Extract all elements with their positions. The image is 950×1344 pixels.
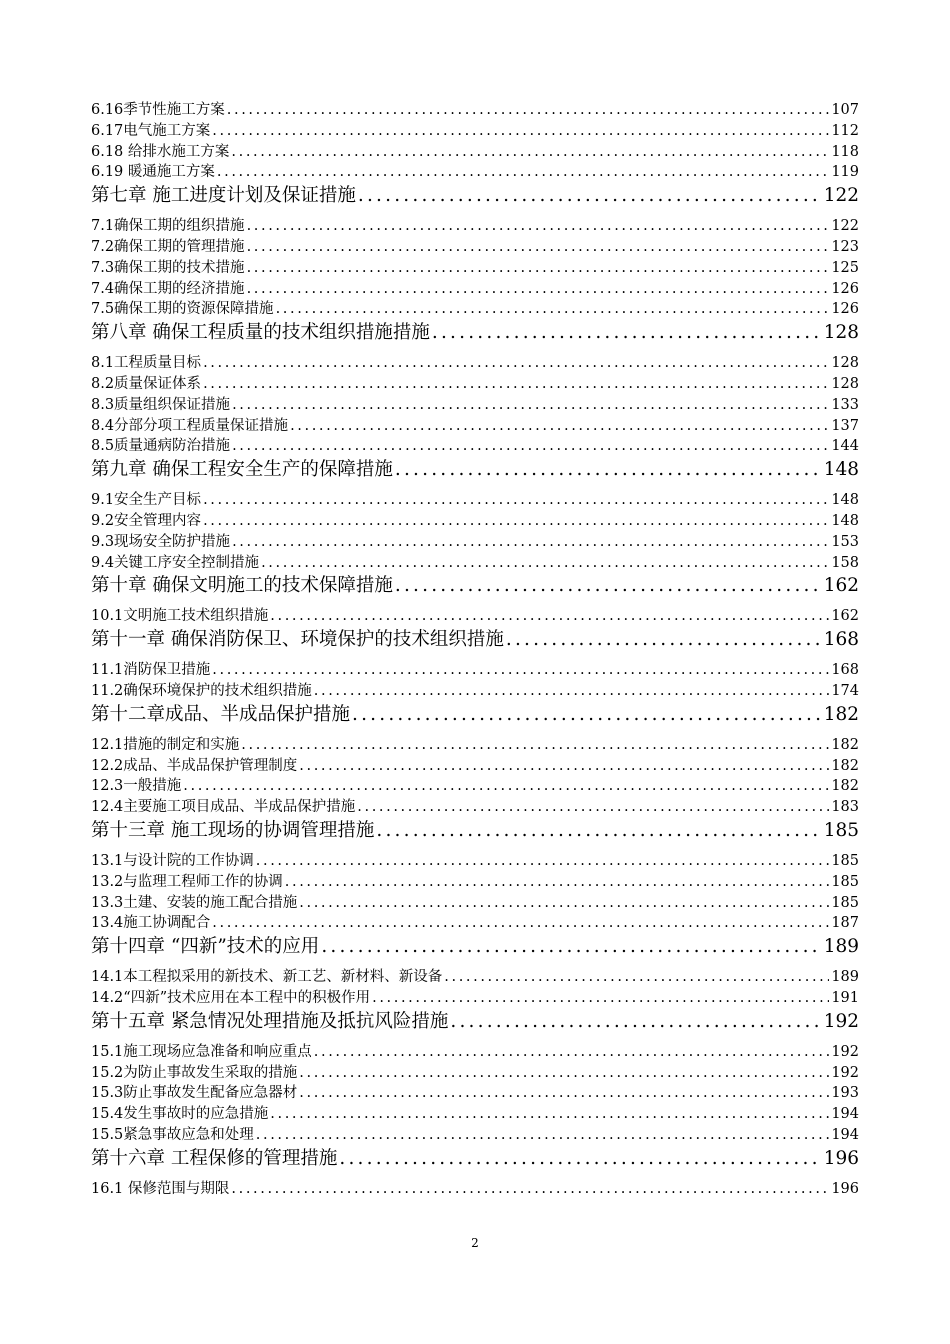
- toc-dot-leader: [339, 1146, 821, 1172]
- toc-entry-label: 14.2“四新”技术应用在本工程中的积极作用: [91, 989, 371, 1006]
- toc-dot-leader: [352, 702, 822, 728]
- toc-entry-page: 193: [831, 1085, 859, 1102]
- toc-chapter-entry[interactable]: [91, 627, 859, 653]
- toc-dot-leader: [212, 121, 829, 142]
- toc-entry-label: 第十五章 紧急情况处理措施及抵抗风险措施: [91, 1010, 449, 1032]
- toc-entry-label: 15.3防止事故发生配备应急器材: [91, 1085, 298, 1102]
- toc-entry-page: 174: [831, 682, 859, 699]
- toc-section-entry[interactable]: [91, 913, 859, 934]
- toc-section-entry[interactable]: [91, 299, 859, 320]
- toc-section-entry[interactable]: [91, 532, 859, 553]
- toc-chapter-entry[interactable]: [91, 1009, 859, 1035]
- toc-entry-page: 192: [823, 1010, 859, 1032]
- toc-entry-label: 12.2成品、半成品保护管理制度: [91, 757, 298, 774]
- toc-entry-page: 128: [831, 375, 859, 392]
- toc-section-entry[interactable]: [91, 100, 859, 121]
- toc-dot-leader: [299, 1083, 829, 1104]
- toc-dot-leader: [261, 553, 829, 574]
- toc-entry-label: 15.5紧急事故应急和处理: [91, 1126, 254, 1143]
- toc-section-entry[interactable]: [91, 1042, 859, 1063]
- toc-entry-label: 12.4主要施工项目成品、半成品保护措施: [91, 799, 356, 816]
- toc-dot-leader: [231, 142, 829, 163]
- toc-dot-leader: [247, 237, 830, 258]
- toc-chapter-entry[interactable]: [91, 183, 859, 209]
- toc-dot-leader: [432, 320, 822, 346]
- toc-entry-page: 192: [831, 1043, 859, 1060]
- toc-section-entry[interactable]: [91, 756, 859, 777]
- table-of-contents: [91, 100, 859, 1199]
- toc-entry-label: 8.5质量通病防治措施: [91, 438, 231, 455]
- toc-section-entry[interactable]: [91, 374, 859, 395]
- toc-dot-leader: [183, 776, 829, 797]
- toc-dot-leader: [217, 162, 829, 183]
- toc-entry-label: 13.4施工协调配合: [91, 915, 211, 932]
- toc-section-entry[interactable]: [91, 872, 859, 893]
- toc-entry-page: 182: [823, 703, 859, 725]
- toc-entry-page: 194: [831, 1126, 859, 1143]
- toc-entry-label: 第八章 确保工程质量的技术组织措施措施: [91, 322, 430, 344]
- toc-section-entry[interactable]: [91, 681, 859, 702]
- toc-section-entry[interactable]: [91, 511, 859, 532]
- toc-dot-leader: [203, 353, 829, 374]
- toc-section-entry[interactable]: [91, 279, 859, 300]
- toc-entry-page: 196: [823, 1147, 859, 1169]
- toc-entry-label: 第七章 施工进度计划及保证措施: [91, 185, 356, 207]
- toc-entry-label: 7.1确保工期的组织措施: [91, 218, 245, 235]
- toc-dot-leader: [227, 100, 830, 121]
- toc-entry-label: 15.4发生事故时的应急措施: [91, 1106, 269, 1123]
- toc-dot-leader: [299, 1063, 829, 1084]
- toc-dot-leader: [395, 573, 822, 599]
- toc-entry-page: 183: [831, 799, 859, 816]
- toc-section-entry[interactable]: [91, 776, 859, 797]
- toc-section-entry[interactable]: [91, 851, 859, 872]
- toc-entry-page: 191: [831, 989, 859, 1006]
- toc-section-entry[interactable]: [91, 353, 859, 374]
- toc-dot-leader: [285, 872, 830, 893]
- toc-entry-page: 185: [831, 852, 859, 869]
- toc-entry-label: 11.2确保环境保护的技术组织措施: [91, 682, 312, 699]
- toc-section-entry[interactable]: [91, 893, 859, 914]
- toc-section-entry[interactable]: [91, 436, 859, 457]
- toc-section-entry[interactable]: [91, 216, 859, 237]
- toc-dot-leader: [376, 818, 821, 844]
- toc-dot-leader: [395, 457, 822, 483]
- toc-entry-label: 7.2确保工期的管理措施: [91, 238, 245, 255]
- toc-chapter-entry[interactable]: [91, 573, 859, 599]
- toc-chapter-entry[interactable]: [91, 320, 859, 346]
- toc-dot-leader: [270, 606, 829, 627]
- toc-entry-page: 107: [831, 102, 859, 118]
- toc-entry-label: 8.2质量保证体系: [91, 375, 202, 392]
- toc-entry-page: 123: [831, 238, 859, 255]
- toc-chapter-entry[interactable]: [91, 818, 859, 844]
- toc-entry-label: 7.4确保工期的经济措施: [91, 280, 245, 297]
- toc-entry-page: 137: [831, 417, 859, 434]
- toc-section-entry[interactable]: [91, 1179, 859, 1200]
- toc-entry-page: 148: [831, 492, 859, 509]
- toc-section-entry[interactable]: [91, 490, 859, 511]
- toc-entry-page: 196: [831, 1180, 859, 1197]
- toc-dot-leader: [372, 988, 829, 1009]
- toc-section-entry[interactable]: [91, 258, 859, 279]
- toc-entry-page: 133: [831, 396, 859, 413]
- toc-entry-page: 122: [831, 218, 859, 235]
- toc-chapter-entry[interactable]: [91, 702, 859, 728]
- toc-section-entry[interactable]: [91, 735, 859, 756]
- toc-dot-leader: [203, 374, 829, 395]
- toc-entry-label: 9.3现场安全防护措施: [91, 533, 231, 550]
- toc-entry-label: 15.1施工现场应急准备和响应重点: [91, 1043, 312, 1060]
- toc-entry-page: 185: [831, 873, 859, 890]
- toc-section-entry[interactable]: [91, 988, 859, 1009]
- toc-entry-page: 144: [831, 438, 859, 455]
- toc-entry-label: 7.3确保工期的技术措施: [91, 259, 245, 276]
- toc-entry-label: 8.4分部分项工程质量保证措施: [91, 417, 289, 434]
- toc-entry-page: 112: [831, 122, 859, 139]
- toc-entry-label: 第十一章 确保消防保卫、环境保护的技术组织措施: [91, 629, 504, 651]
- toc-entry-page: 158: [831, 554, 859, 571]
- toc-entry-page: 185: [823, 819, 859, 841]
- toc-entry-label: 第十章 确保文明施工的技术保障措施: [91, 575, 393, 597]
- toc-section-entry[interactable]: [91, 553, 859, 574]
- toc-dot-leader: [231, 1179, 829, 1200]
- toc-entry-label: 15.2为防止事故发生采取的措施: [91, 1064, 298, 1081]
- toc-entry-label: 13.1与设计院的工作协调: [91, 852, 254, 869]
- toc-entry-label: 8.3质量组织保证措施: [91, 396, 231, 413]
- toc-dot-leader: [256, 1125, 830, 1146]
- toc-entry-label: 11.1消防保卫措施: [91, 662, 211, 679]
- toc-entry-page: 182: [831, 757, 859, 774]
- toc-chapter-entry[interactable]: [91, 457, 859, 483]
- toc-entry-label: 7.5确保工期的资源保障措施: [91, 301, 274, 318]
- toc-entry-page: 194: [831, 1106, 859, 1123]
- toc-entry-page: 189: [831, 969, 859, 986]
- toc-entry-page: 128: [823, 322, 859, 344]
- toc-dot-leader: [290, 416, 829, 437]
- toc-chapter-entry[interactable]: [91, 934, 859, 960]
- toc-entry-label: 9.1安全生产目标: [91, 492, 202, 509]
- toc-dot-leader: [299, 756, 829, 777]
- toc-dot-leader: [247, 258, 830, 279]
- toc-entry-page: 122: [823, 185, 859, 207]
- toc-entry-page: 168: [823, 629, 859, 651]
- toc-entry-page: 182: [831, 736, 859, 753]
- toc-entry-label: 6.18 给排水施工方案: [91, 143, 230, 160]
- toc-dot-leader: [314, 681, 830, 702]
- toc-entry-label: 第十二章成品、半成品保护措施: [91, 703, 351, 725]
- page-number: 2: [471, 1236, 479, 1250]
- toc-entry-label: 8.1工程质量目标: [91, 355, 202, 372]
- toc-entry-label: 12.3一般措施: [91, 778, 182, 795]
- toc-section-entry[interactable]: [91, 606, 859, 627]
- toc-entry-label: 9.2安全管理内容: [91, 512, 202, 529]
- toc-section-entry[interactable]: [91, 121, 859, 142]
- toc-entry-label: 13.2与监理工程师工作的协调: [91, 873, 283, 890]
- toc-section-entry[interactable]: [91, 1125, 859, 1146]
- toc-entry-label: 第十四章 “四新”技术的应用: [91, 936, 320, 958]
- toc-entry-page: 148: [823, 459, 859, 481]
- toc-dot-leader: [299, 893, 829, 914]
- toc-dot-leader: [357, 797, 829, 818]
- toc-section-entry[interactable]: [91, 162, 859, 183]
- toc-dot-leader: [232, 436, 829, 457]
- toc-section-entry[interactable]: [91, 797, 859, 818]
- toc-dot-leader: [232, 532, 829, 553]
- toc-dot-leader: [203, 511, 829, 532]
- toc-entry-label: 第十六章 工程保修的管理措施: [91, 1147, 338, 1169]
- toc-entry-label: 6.16季节性施工方案: [91, 102, 225, 118]
- toc-entry-page: 153: [831, 533, 859, 550]
- toc-entry-page: 168: [831, 662, 859, 679]
- toc-section-entry[interactable]: [91, 1104, 859, 1125]
- toc-chapter-entry[interactable]: [91, 1146, 859, 1172]
- toc-entry-page: 126: [831, 280, 859, 297]
- toc-dot-leader: [241, 735, 829, 756]
- toc-dot-leader: [314, 1042, 830, 1063]
- toc-dot-leader: [212, 660, 829, 681]
- toc-dot-leader: [450, 1009, 821, 1035]
- toc-entry-label: 10.1文明施工技术组织措施: [91, 608, 269, 625]
- toc-dot-leader: [232, 395, 829, 416]
- toc-entry-label: 12.1措施的制定和实施: [91, 736, 240, 753]
- toc-dot-leader: [321, 934, 821, 960]
- toc-dot-leader: [247, 279, 830, 300]
- toc-section-entry[interactable]: [91, 142, 859, 163]
- toc-entry-page: 119: [831, 164, 859, 181]
- toc-entry-page: 182: [831, 778, 859, 795]
- toc-entry-label: 14.1本工程拟采用的新技术、新工艺、新材料、新设备: [91, 969, 443, 986]
- toc-entry-page: 126: [831, 301, 859, 318]
- toc-entry-page: 162: [831, 608, 859, 625]
- toc-section-entry[interactable]: [91, 1063, 859, 1084]
- toc-entry-label: 6.19 暖通施工方案: [91, 164, 215, 181]
- toc-entry-label: 9.4关键工序安全控制措施: [91, 554, 260, 571]
- toc-entry-label: 第九章 确保工程安全生产的保障措施: [91, 459, 393, 481]
- toc-section-entry[interactable]: [91, 1083, 859, 1104]
- toc-dot-leader: [276, 299, 830, 320]
- toc-entry-page: 148: [831, 512, 859, 529]
- toc-section-entry[interactable]: [91, 416, 859, 437]
- toc-entry-page: 162: [823, 575, 859, 597]
- toc-entry-label: 13.3土建、安装的施工配合措施: [91, 894, 298, 911]
- toc-entry-page: 128: [831, 355, 859, 372]
- toc-entry-label: 第十三章 施工现场的协调管理措施: [91, 819, 375, 841]
- toc-dot-leader: [506, 627, 822, 653]
- toc-section-entry[interactable]: [91, 395, 859, 416]
- toc-section-entry[interactable]: [91, 967, 859, 988]
- toc-dot-leader: [444, 967, 829, 988]
- toc-entry-page: 187: [831, 915, 859, 932]
- toc-dot-leader: [203, 490, 829, 511]
- toc-section-entry[interactable]: [91, 660, 859, 681]
- toc-dot-leader: [212, 913, 829, 934]
- toc-dot-leader: [270, 1104, 829, 1125]
- toc-dot-leader: [247, 216, 830, 237]
- toc-entry-page: 125: [831, 259, 859, 276]
- toc-entry-page: 189: [823, 936, 859, 958]
- toc-dot-leader: [256, 851, 830, 872]
- toc-section-entry[interactable]: [91, 237, 859, 258]
- toc-entry-page: 185: [831, 894, 859, 911]
- toc-entry-label: 6.17电气施工方案: [91, 122, 211, 139]
- toc-entry-label: 16.1 保修范围与期限: [91, 1180, 230, 1197]
- toc-entry-page: 192: [831, 1064, 859, 1081]
- toc-dot-leader: [358, 183, 822, 209]
- toc-entry-page: 118: [831, 143, 859, 160]
